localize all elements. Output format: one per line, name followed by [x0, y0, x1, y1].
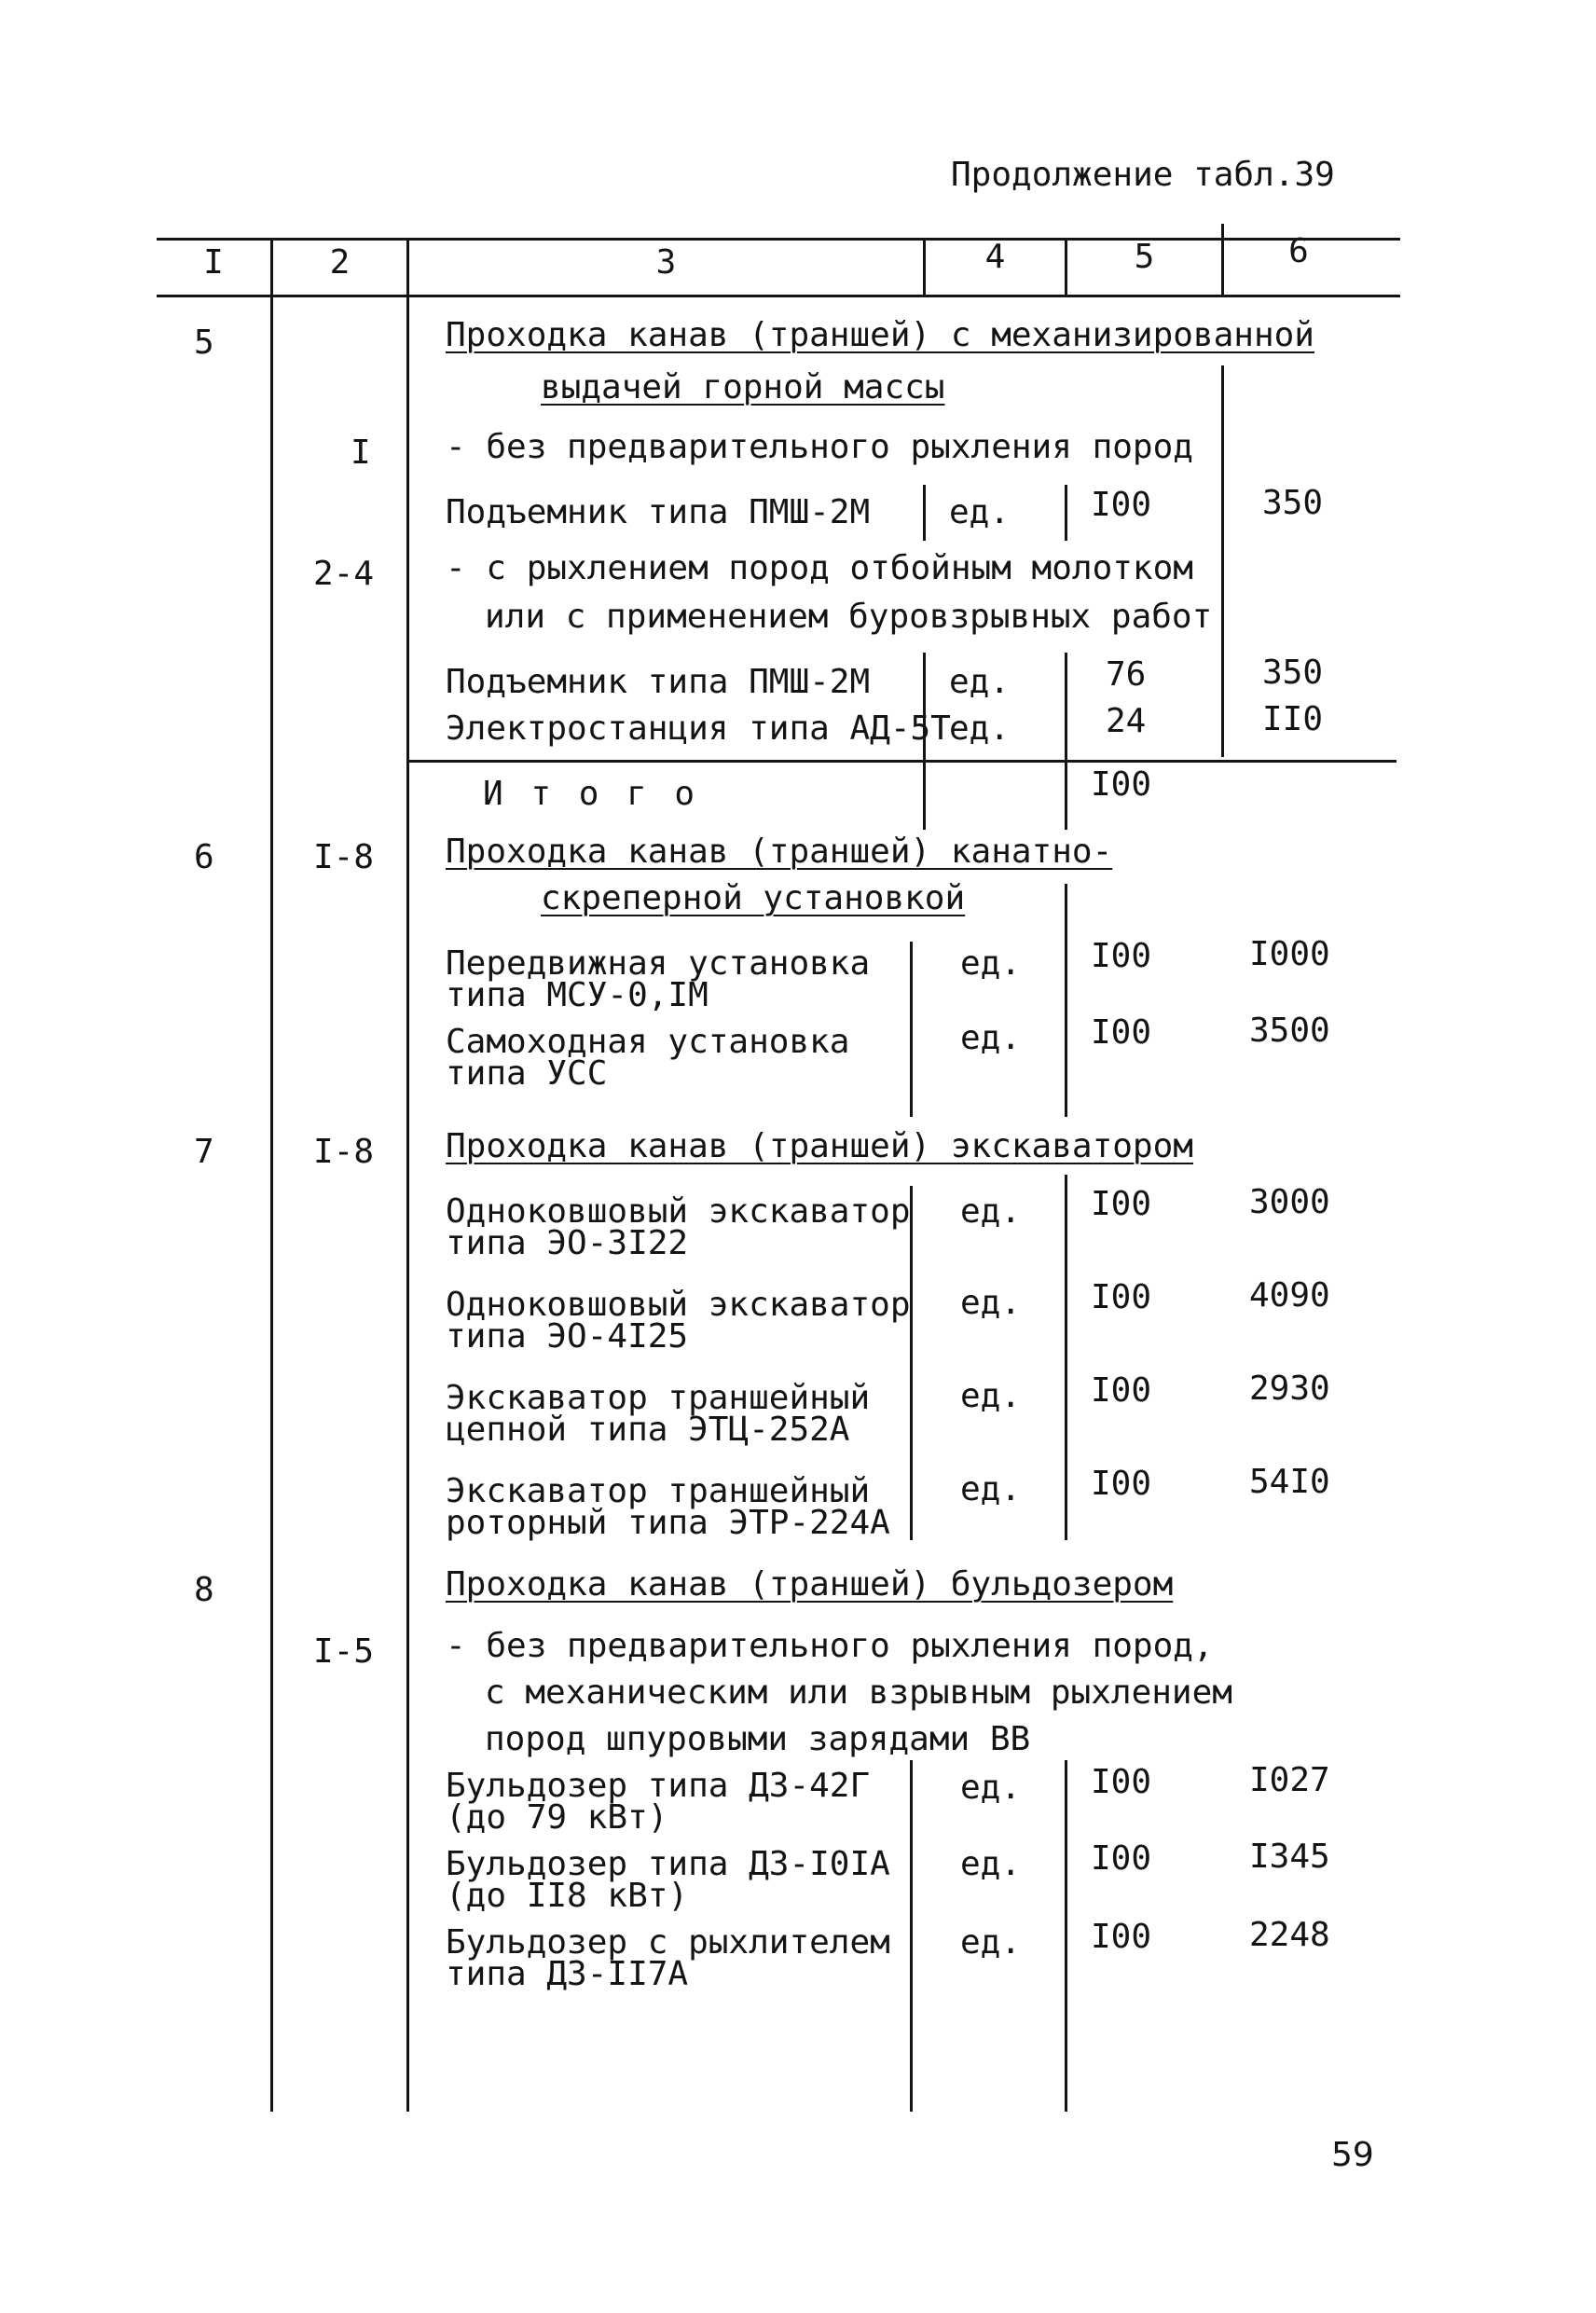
col3-rule-s6 — [910, 942, 913, 1117]
col4-rule-s6 — [1065, 884, 1067, 1117]
row-value: 350 — [1262, 484, 1324, 522]
col-header-1: I — [203, 243, 224, 282]
row-name: типа МСУ-0,IМ — [446, 976, 709, 1014]
row-name: Электростанция типа АД-5Т — [446, 709, 951, 748]
page-number: 59 — [1331, 2136, 1374, 2174]
row-unit: ед. — [960, 1192, 1022, 1231]
col-divider-2 — [406, 238, 409, 2112]
row-name: Подъемник типа ПМШ-2М — [446, 663, 871, 701]
total-percent: I00 — [1091, 765, 1152, 804]
row-value: I000 — [1249, 935, 1330, 973]
row-name: Одноковшовый экскаватор — [446, 1286, 911, 1324]
row-name: Экскаватор траншейный — [446, 1379, 871, 1417]
row-percent: 24 — [1106, 702, 1147, 740]
row-value: II0 — [1262, 700, 1324, 738]
header-bottom-rule — [157, 295, 1400, 297]
row-unit: ед. — [960, 1769, 1022, 1807]
row-name: Самоходная установка — [446, 1023, 850, 1061]
col5-rule-s5 — [1221, 365, 1224, 757]
row-percent: I00 — [1091, 1465, 1152, 1503]
row-percent: I00 — [1091, 1371, 1152, 1410]
col4-rule-s5b — [1065, 653, 1067, 830]
row-percent: I00 — [1091, 1013, 1152, 1052]
row-value: 4090 — [1249, 1276, 1330, 1315]
row-percent: 76 — [1106, 655, 1147, 694]
total-label: И т о г о — [483, 775, 699, 813]
group-description: или с применением буровзрывных работ — [485, 598, 1213, 636]
col-header-2: 2 — [329, 243, 351, 282]
row-value: 350 — [1262, 654, 1324, 692]
col3-rule-s8 — [910, 1760, 913, 2112]
col-divider-1 — [270, 238, 273, 2112]
row-percent: I00 — [1091, 1185, 1152, 1223]
row-name: Подъемник типа ПМШ-2М — [446, 493, 871, 531]
row-value: 3500 — [1249, 1012, 1330, 1050]
row-name: Экскаватор траншейный — [446, 1472, 871, 1510]
group-code: I — [351, 434, 371, 472]
col-header-5: 5 — [1134, 238, 1155, 276]
section-title-line: Проходка канав (траншей) с механизированной — [446, 316, 1314, 354]
row-name: (до II8 кВт) — [446, 1877, 689, 1915]
group-code: 2-4 — [313, 555, 375, 593]
section-number: 5 — [194, 324, 214, 362]
row-percent: I00 — [1091, 1839, 1152, 1878]
row-percent: I00 — [1091, 1763, 1152, 1801]
total-rule — [408, 760, 1396, 763]
row-name: Одноковшовый экскаватор — [446, 1192, 911, 1231]
row-name: типа УСС — [446, 1054, 608, 1093]
section-number: 8 — [194, 1571, 214, 1609]
group-description: пород шпуровыми зарядами ВВ — [485, 1720, 1031, 1758]
section-number: 7 — [194, 1133, 214, 1171]
row-name: типа ДЗ-II7А — [446, 1955, 689, 1993]
row-unit: ед. — [949, 663, 1011, 701]
row-percent: I00 — [1091, 486, 1152, 524]
col-header-6: 6 — [1288, 232, 1309, 270]
row-unit: ед. — [960, 1470, 1022, 1508]
section-number: 6 — [194, 838, 214, 876]
group-description: - с рыхлением пород отбойным молотком — [446, 549, 1193, 587]
col-header-4: 4 — [984, 238, 1006, 276]
row-unit: ед. — [960, 944, 1022, 983]
row-name: типа ЭО-4I25 — [446, 1317, 689, 1356]
row-percent: I00 — [1091, 1278, 1152, 1316]
row-name: Бульдозер с рыхлителем — [446, 1923, 890, 1962]
row-unit: ед. — [960, 1019, 1022, 1057]
group-description: - без предварительного рыхления пород — [446, 428, 1193, 466]
row-name: Бульдозер типа ДЗ-42Г — [446, 1767, 871, 1805]
group-code: I-5 — [313, 1632, 375, 1671]
row-percent: I00 — [1091, 1918, 1152, 1956]
row-value: I027 — [1249, 1761, 1330, 1799]
group-description: с механическим или взрывным рыхлением — [485, 1673, 1232, 1712]
section-title-line: выдачей горной массы — [541, 368, 945, 406]
row-value: 2930 — [1249, 1370, 1330, 1408]
row-unit: ед. — [960, 1377, 1022, 1415]
col3-rule-s5a — [923, 485, 926, 541]
row-value: 2248 — [1249, 1916, 1330, 1954]
col4-rule-s8 — [1065, 1760, 1067, 2112]
col-header-3: 3 — [655, 243, 677, 282]
group-description: - без предварительного рыхления пород, — [446, 1627, 1214, 1665]
group-code: I-8 — [313, 1133, 375, 1171]
row-percent: I00 — [1091, 937, 1152, 975]
section-title-line: скреперной установкой — [541, 879, 966, 917]
group-code: I-8 — [313, 838, 375, 876]
table-caption: Продолжение табл.39 — [951, 156, 1335, 194]
row-unit: ед. — [960, 1923, 1022, 1962]
row-name: Передвижная установка — [446, 944, 871, 983]
row-value: 54I0 — [1249, 1463, 1330, 1501]
col3-rule-s7 — [910, 1186, 913, 1540]
section-title-line: Проходка канав (траншей) бульдозером — [446, 1565, 1174, 1604]
section-title-line: Проходка канав (траншей) канатно- — [446, 833, 1113, 871]
row-unit: ед. — [960, 1284, 1022, 1322]
row-unit: ед. — [949, 493, 1011, 531]
row-unit: ед. — [960, 1845, 1022, 1883]
row-name: Бульдозер типа ДЗ-I0IА — [446, 1845, 890, 1883]
row-value: I345 — [1249, 1838, 1330, 1876]
col4-rule-s5a — [1065, 485, 1067, 541]
section-title-line: Проходка канав (траншей) экскаватором — [446, 1127, 1193, 1165]
row-name: типа ЭО-3I22 — [446, 1224, 689, 1262]
col4-rule-s7 — [1065, 1175, 1067, 1540]
row-name: (до 79 кВт) — [446, 1798, 668, 1837]
row-unit: ед. — [949, 709, 1011, 748]
row-value: 3000 — [1249, 1183, 1330, 1221]
row-name: цепной типа ЭТЦ-252А — [446, 1411, 850, 1449]
row-name: роторный типа ЭТР-224А — [446, 1504, 890, 1542]
